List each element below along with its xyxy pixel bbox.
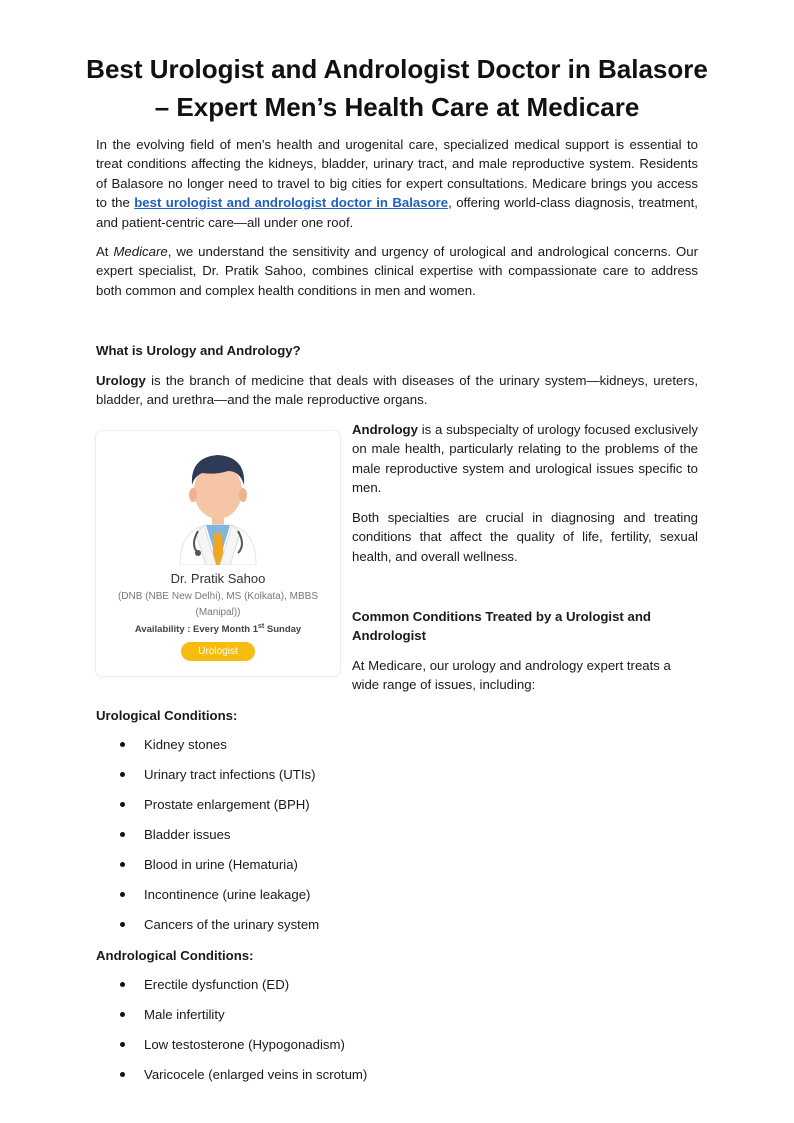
availability-ordinal: st [258, 623, 265, 630]
list-item: Kidney stones [96, 735, 319, 765]
page-title-line-2: – Expert Men’s Health Care at Medicare [154, 92, 640, 122]
andrology-term: Andrology [352, 422, 418, 437]
list-item: Incontinence (urine leakage) [96, 885, 319, 915]
page-title [60, 50, 734, 126]
urology-term: Urology [96, 373, 146, 388]
availability-label: Availability : Every Month 1 [134, 624, 258, 636]
andrology-definition: is a subspecialty of urology focused exclusively on male health, particularly relating to the problems of the male reproductive system and urological issues specific to men. [352, 422, 698, 496]
common-conditions-heading: Common Conditions Treated by a Urologist and Andrologist [352, 609, 651, 644]
page-title-line-1: Best Urologist and Andrologist Doctor in Balasore [86, 54, 708, 84]
both-specialties-paragraph: Both specialties are crucial in diagnosing and treating conditions that affect the quality of life, fertility, sexual health, and overall wellness. [352, 510, 698, 564]
list-item: Low testosterone (Hypogonadism) [96, 1035, 367, 1065]
intro-text-after: , offering world-class diagnosis, treatment, and patient-centric care—all under one roof. [96, 195, 698, 230]
common-conditions-paragraph: At Medicare, our urology and andrology expert treats a wide range of issues, including: [352, 658, 671, 693]
about-text-before: At [96, 244, 114, 259]
list-item: Prostate enlargement (BPH) [96, 795, 319, 825]
about-brand: Medicare [113, 244, 168, 259]
intro-text-before: In the evolving field of men’s health and urogenital care, specialized medical support is essential to treat conditions affecting the kidneys, bladder, urinary tract, and male reproductive system. Residents of Balasore no longer need to travel to big cities for expert consultations. Medicare brings you access to the [96, 137, 698, 211]
list-item: Urinary tract infections (UTIs) [96, 765, 319, 795]
list-item: Erectile dysfunction (ED) [96, 975, 367, 1005]
about-paragraph [96, 242, 698, 300]
availability-day: Sunday [264, 624, 302, 636]
urology-definition: is the branch of medicine that deals with diseases of the urinary system—kidneys, ureters, bladder, and urethra—and the male reproductive organs. [96, 373, 698, 408]
andrological-conditions-list [96, 975, 367, 1095]
list-item: Cancers of the urinary system [96, 915, 319, 945]
what-is-heading: What is Urology and Andrology? [96, 343, 301, 358]
urological-conditions-list [96, 735, 319, 945]
doctor-availability [96, 623, 340, 635]
andrological-conditions-heading: Andrological Conditions: [96, 948, 254, 963]
doctor-avatar-illustration [176, 441, 260, 565]
doctor-name: Dr. Pratik Sahoo [170, 571, 266, 586]
best-urologist-link[interactable]: best urologist and andrologist doctor in Balasore [134, 195, 449, 211]
list-item: Blood in urine (Hematuria) [96, 855, 319, 885]
doctor-card [96, 431, 340, 676]
list-item: Bladder issues [96, 825, 319, 855]
about-text-after: , we understand the sensitivity and urgency of urological and andrological concerns. Our expert specialist, Dr. Pratik Sahoo, combines clinical expertise with compassionate care to address both common and complex health conditions in men and women. [96, 244, 699, 298]
specialty-badge: Urologist [181, 642, 255, 661]
intro-paragraph [96, 135, 698, 232]
list-item: Varicocele (enlarged veins in scrotum) [96, 1065, 367, 1095]
doctor-qualifications: (DNB (NBE New Delhi), MS (Kolkata), MBBS (Manipal)) [117, 591, 319, 618]
urology-paragraph [96, 371, 698, 410]
andrology-paragraph [352, 420, 698, 498]
urological-conditions-heading: Urological Conditions: [96, 708, 238, 723]
list-item: Male infertility [96, 1005, 367, 1035]
